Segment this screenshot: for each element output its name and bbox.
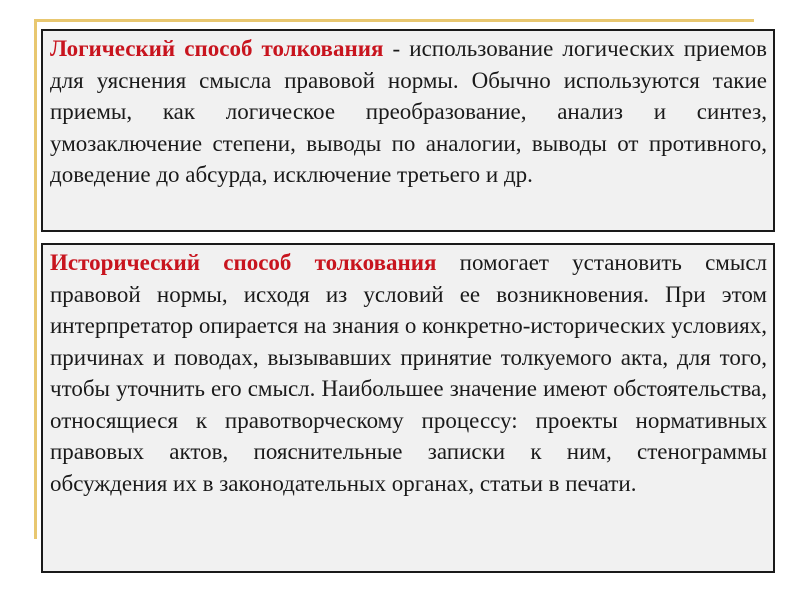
decorative-top-line [34, 19, 754, 22]
logical-interpretation-block [41, 29, 775, 232]
logical-interpretation-term: Логический способ толкования [50, 36, 384, 61]
historical-interpretation-block [41, 243, 775, 573]
decorative-left-line [34, 19, 37, 539]
historical-interpretation-term: Исторический способ толкования [50, 250, 437, 275]
historical-interpretation-text: помогает установить смысл правовой нормы, исходя из условий ее возникновения. При этом интерпретатор опирается на знания о конкретно-исторических условиях, причинах и поводах, вызывавших принятие толкуемого акта, для того, чтобы уточнить его смысл. Наибольшее значение имеют обстоятельства, относящиеся к правотворческому процессу: проекты нормативных правовых актов, пояснительные записки к ним, стенограммы обсуждения их в законодательных органах, статьи в печати. [50, 250, 768, 496]
logical-interpretation-text: - использование логических приемов для уяснения смысла правовой нормы. Обычно используются такие приемы, как логическое преобразование, анализ и синтез, умозаключение степени, выводы по аналогии, выводы от противного, доведение до абсурда, исключение третьего и др. [50, 36, 767, 187]
